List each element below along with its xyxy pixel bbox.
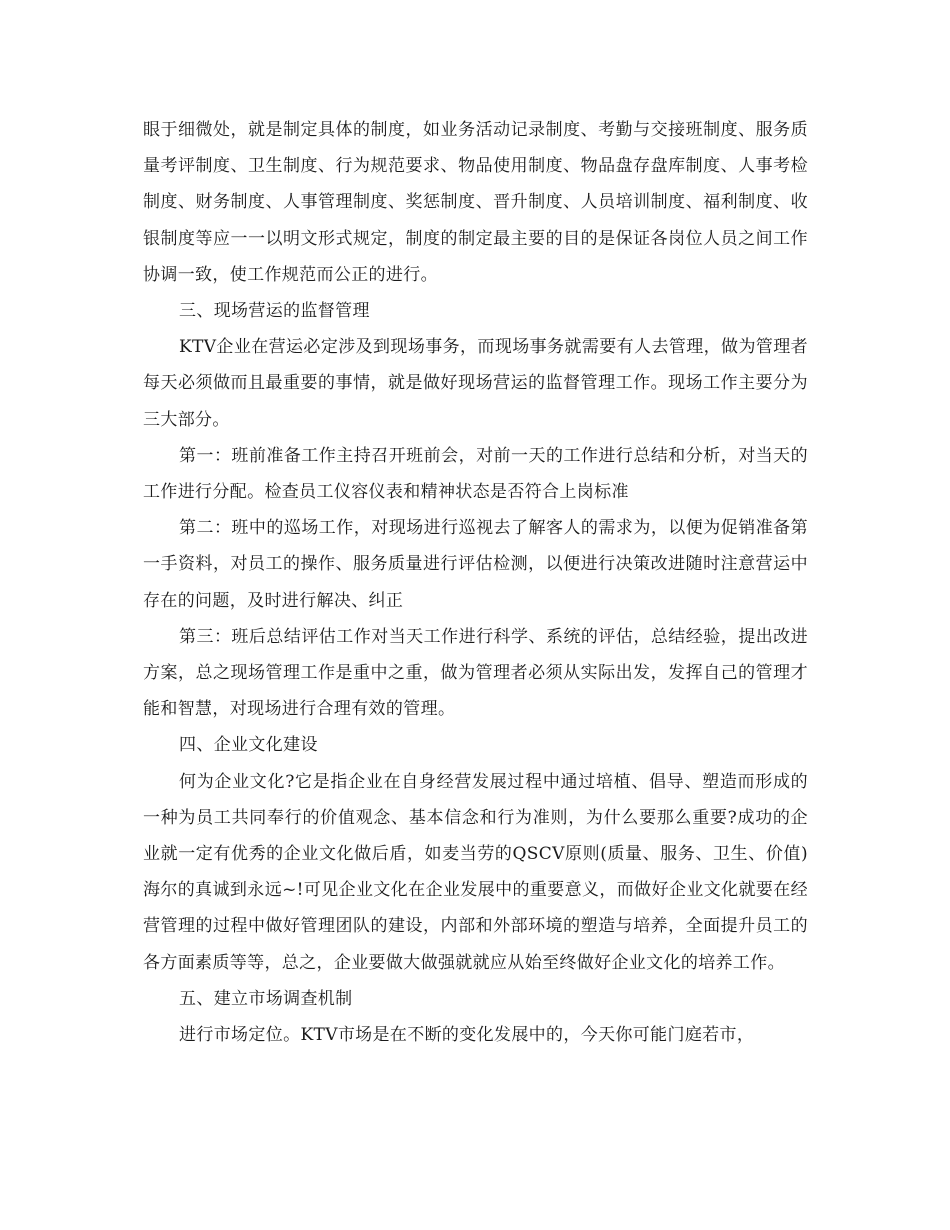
paragraph-pre-shift: 第一：班前准备工作主持召开班前会，对前一天的工作进行总结和分析，对当天的工作进行分配。检查员工仪容仪表和精神状态是否符合上岗标准 [143,445,808,503]
paragraph-post-shift: 第三：班后总结评估工作对当天工作进行科学、系统的评估，总结经验，提出改进方案，总之现场管理工作是重中之重，做为管理者必须从实际出发，发挥自己的管理才能和智慧，对现场进行合理有效的管理。 [143,626,808,720]
section-heading-3: 三、现场营运的监督管理 [179,301,370,322]
section-heading-4: 四、企业文化建设 [179,735,318,756]
paragraph-corporate-culture: 何为企业文化?它是指企业在自身经营发展过程中通过培植、倡导、塑造而形成的一种为员工共同奉行的价值观念、基本信念和行为准则，为什么要那么重要?成功的企业就一定有优秀的企业文化做后盾，如麦当劳的QSCV原则(质量、服务、卫生、价值)海尔的真诚到永远~!可见企业文化在企业发展中的重要意义，而做好企业文化就要在经营管理的过程中做好管理团队的建设，内部和外部环境的塑造与培养，全面提升员工的各方面素质等等，总之，企业要做大做强就就应从始至终做好企业文化的培养工作。 [143,771,808,973]
paragraph-onsite-intro: KTV企业在营运必定涉及到现场事务，而现场事务就需要有人去管理，做为管理者每天必须做而且最重要的事情，就是做好现场营运的监督管理工作。现场工作主要分为三大部分。 [143,337,808,430]
section-heading-5: 五、建立市场调查机制 [179,988,353,1009]
paragraph-market-positioning: 进行市场定位。KTV市场是在不断的变化发展中的，今天你可能门庭若市， [179,1025,755,1046]
paragraph-regulations-continued: 眼于细微处，就是制定具体的制度，如业务活动记录制度、考勤与交接班制度、服务质量考评制度、卫生制度、行为规范要求、物品使用制度、物品盘存盘库制度、人事考检制度、财务制度、人事管理制度、奖惩制度、晋升制度、人员培训制度、福利制度、收银制度等应一一以明文形式规定，制度的制定最主要的目的是保证各岗位人员之间工作协调一致，使工作规范而公正的进行。 [143,120,808,285]
paragraph-in-shift: 第二：班中的巡场工作，对现场进行巡视去了解客人的需求为，以便为促销准备第一手资料，对员工的操作、服务质量进行评估检测，以便进行决策改进随时注意营运中存在的问题，及时进行解决、纠正 [143,518,808,611]
document-body [143,112,808,1053]
